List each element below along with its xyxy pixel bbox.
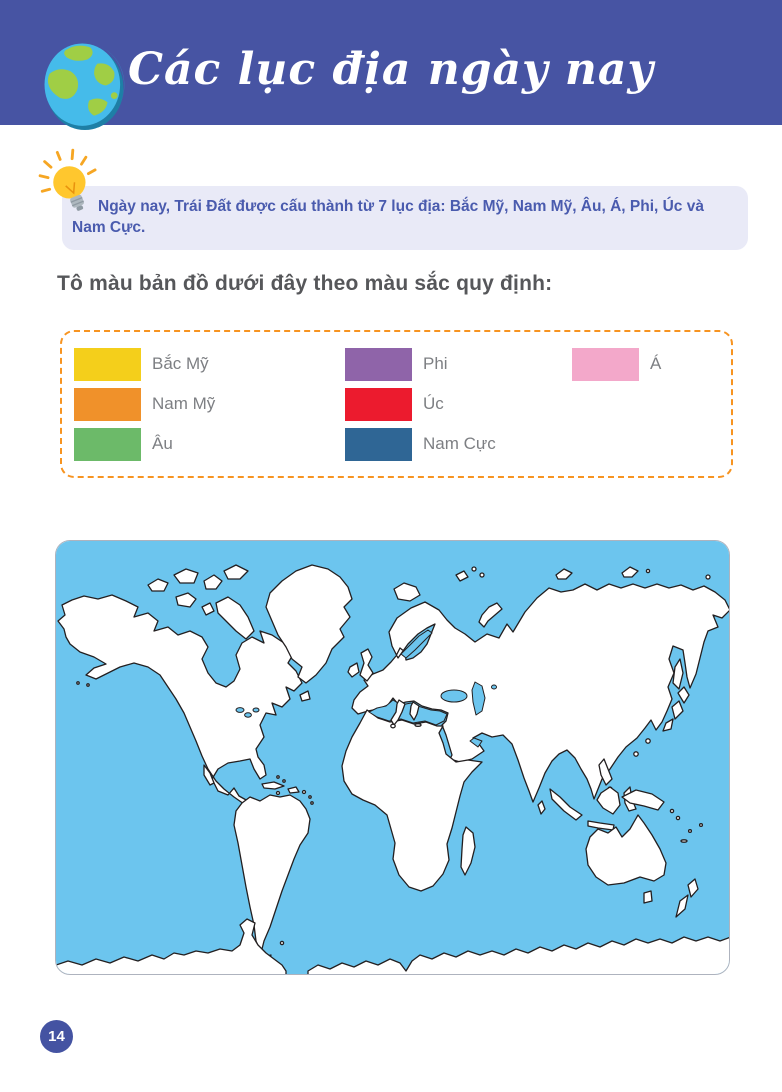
island-antilles-1[interactable] [309, 796, 311, 798]
swatch-phi[interactable] [345, 348, 412, 381]
legend-item-au [74, 428, 345, 461]
legend-label: Nam Mỹ [152, 394, 216, 413]
legend-item-nam-cuc [345, 428, 572, 461]
legend-label: Phi [423, 354, 448, 373]
legend-item-uc [345, 388, 572, 421]
black-sea [441, 690, 467, 702]
island-solomon-1[interactable] [670, 809, 673, 812]
island-solomon-2[interactable] [676, 816, 679, 819]
great-lake-1 [236, 708, 244, 713]
island-bahamas-1[interactable] [277, 776, 279, 778]
tip-text: Ngày nay, Trái Đất được cấu thành từ 7 lục địa: Bắc Mỹ, Nam Mỹ, Âu, Á, Phi, Úc và Nam Cực. [72, 198, 704, 236]
legend-label: Âu [152, 434, 173, 453]
aral-sea [492, 685, 497, 689]
legend-item-nam-my [74, 388, 345, 421]
swatch-uc[interactable] [345, 388, 412, 421]
page-number-badge [40, 1020, 73, 1053]
legend-item-bac-my [74, 348, 345, 381]
world-map [55, 540, 730, 975]
island-puerto-rico[interactable] [303, 791, 306, 794]
instruction-heading: Tô màu bản đồ dưới đây theo màu sắc quy định: [57, 272, 553, 295]
island-vanuatu[interactable] [689, 830, 692, 833]
island-crete[interactable] [415, 724, 421, 727]
swatch-nam-my[interactable] [74, 388, 141, 421]
page-number: 14 [48, 1028, 65, 1045]
legend-item-a [572, 348, 731, 381]
island-sicily[interactable] [391, 724, 395, 728]
page-title: Các lục địa ngày nay [128, 44, 654, 95]
island-tasmania[interactable] [644, 891, 652, 903]
legend-label: Nam Cực [423, 434, 496, 453]
swatch-bac-my[interactable] [74, 348, 141, 381]
island-taiwan[interactable] [646, 739, 650, 743]
great-lake-2 [245, 713, 252, 717]
legend-label: Á [650, 354, 662, 373]
great-lake-3 [253, 708, 259, 712]
globe-earth-icon [42, 38, 126, 133]
swatch-au[interactable] [74, 428, 141, 461]
island-aleutian-1[interactable] [77, 682, 79, 684]
legend-label: Úc [423, 394, 444, 413]
legend-label: Bắc Mỹ [152, 354, 209, 373]
island-aleutian-2[interactable] [87, 684, 89, 686]
lightbulb-icon [34, 146, 110, 226]
island-wrangel[interactable] [706, 575, 710, 579]
island-new-caledonia[interactable] [681, 840, 687, 842]
legend-item-phi [345, 348, 572, 381]
swatch-nam-cuc[interactable] [345, 428, 412, 461]
island-fiji[interactable] [700, 824, 703, 827]
island-hainan[interactable] [634, 752, 638, 756]
swatch-a[interactable] [572, 348, 639, 381]
tip-box [62, 186, 748, 250]
island-falkland[interactable] [280, 941, 283, 944]
island-dot-2[interactable] [480, 573, 484, 577]
island-bahamas-2[interactable] [283, 780, 285, 782]
color-legend [60, 330, 733, 478]
island-dot-3[interactable] [646, 569, 649, 572]
island-jamaica[interactable] [277, 792, 280, 795]
island-dot-1[interactable] [472, 567, 476, 571]
island-antilles-2[interactable] [311, 802, 313, 804]
